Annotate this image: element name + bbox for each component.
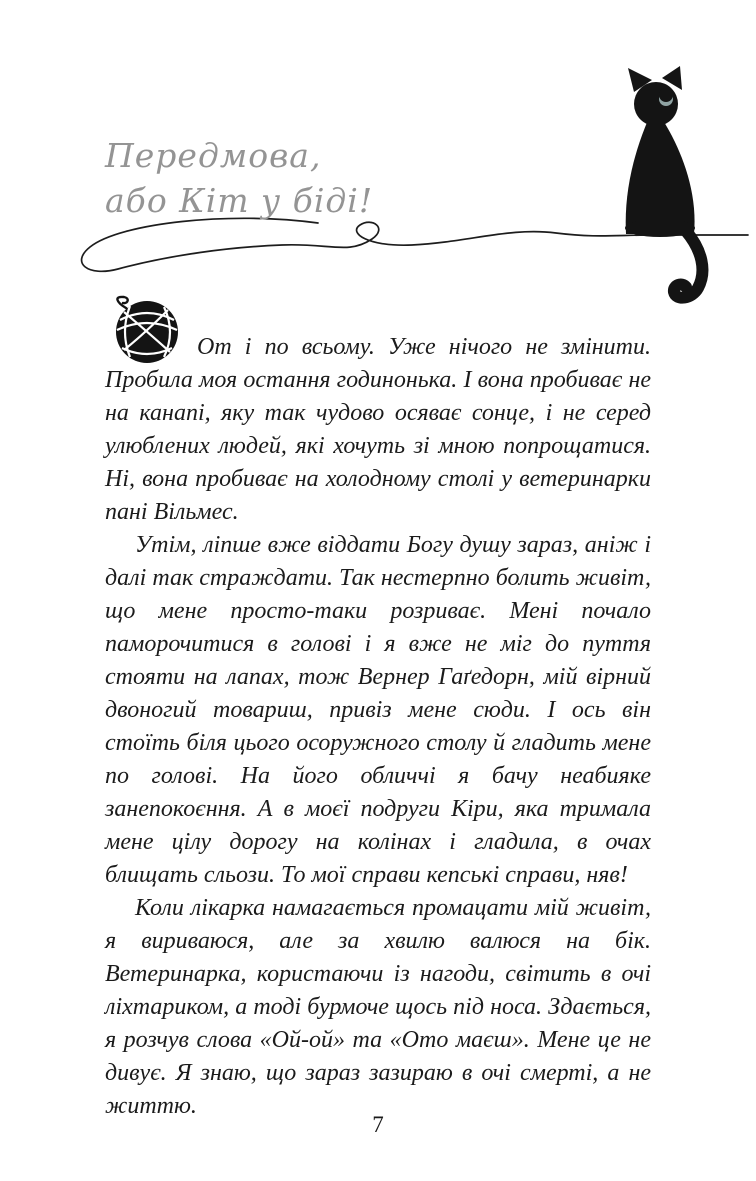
chapter-heading-line-2: або Кіт у біді!	[105, 181, 374, 220]
paragraph-3: Коли лікарка намагається промацати мій живіт, я вириваюся, але за хвилю валюся на бік. Ветеринарка, користаючи із нагоди, світить в очі ліхтариком, а тоді бурмоче щось під носа. Здається, я розчув слова «Ой-ой» та «Ото маєш». Мене це не дивує. Я знаю, що зараз зазираю в очі смерті, а не життю.	[105, 895, 651, 1119]
cat-body	[626, 120, 695, 234]
cat-head	[634, 82, 678, 126]
black-cat-icon	[600, 66, 740, 308]
chapter-heading-line-1: Передмова,	[105, 136, 322, 175]
paragraph-1: От і по всьому. Уже нічого не змінити. Пробила моя остання годинонька. І вона пробиває не на канапі, яку так чудово осяває сонце, і не серед улюблених людей, які хочуть зі мною попрощатися. Ні, вона пробиває на холодному столі у ветеринарки пані Вільмес.	[105, 334, 651, 525]
chapter-heading	[105, 133, 373, 223]
cat-tail	[674, 231, 703, 298]
page-number: 7	[372, 1112, 384, 1137]
yarn-wisp	[117, 297, 127, 308]
cat-eye-lid	[659, 88, 673, 102]
paragraph-2: Утім, ліпше вже віддати Богу душу зараз, аніж і далі так страждати. Так нестерпно болить живіт, що мене просто-таки розриває. Мені почало паморочитися в голові і я вже не міг до пуття стояти на лапах, тож Вернер Гаґедорн, мій вірний двоногий товариш, привіз мене сюди. І ось він стоїть біля цього осоружного столу й гладить мене по голові. На його обличчі я бачу неабияке занепокоєння. А в моєї подруги Кіри, яка тримала мене цілу дорогу на колінах і гладила, в очах блищать сльози. То мої справи кепські справи, няв!	[105, 532, 651, 888]
body-text	[105, 331, 651, 1123]
